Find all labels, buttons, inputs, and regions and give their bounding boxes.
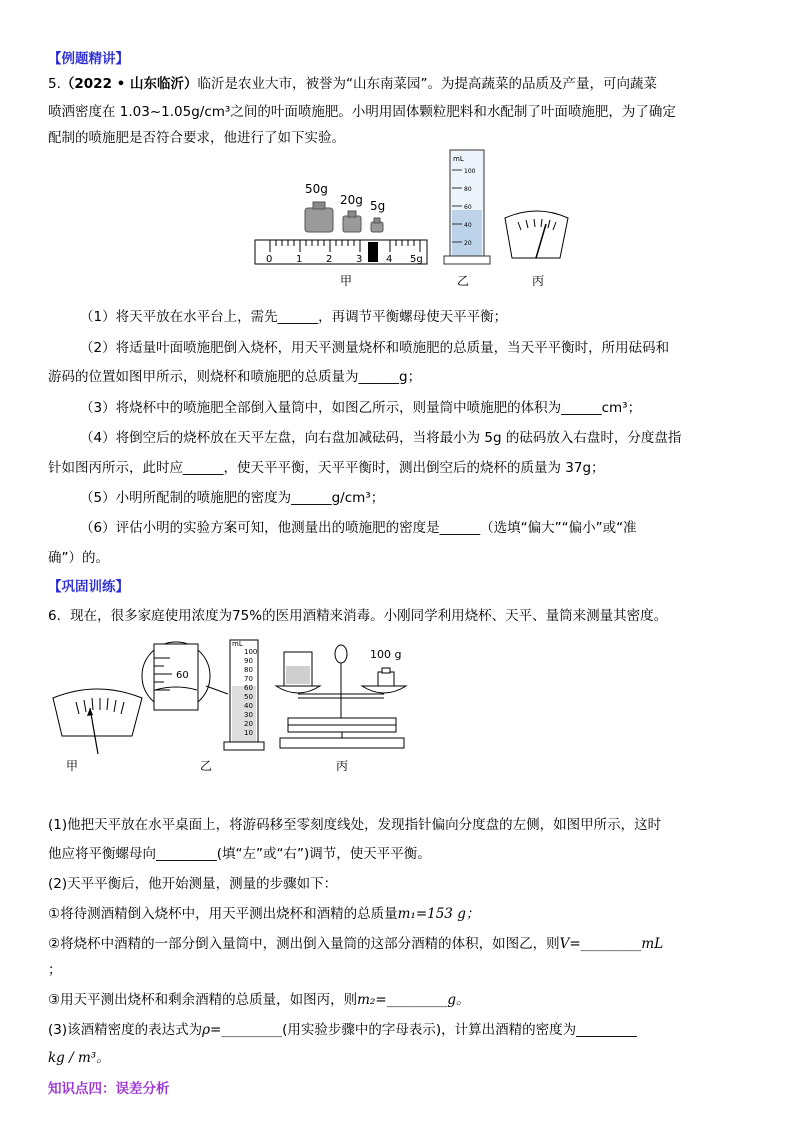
problem5-q2a: （2）将适量叶面喷施肥倒入烧杯，用天平测量烧杯和喷施肥的总质量，当天平平衡时，所用砝码和 — [80, 340, 670, 356]
problem5-line1 — [48, 74, 657, 94]
problem5-q6b: 确”）的。 — [48, 550, 109, 566]
step3-text: ③用天平测出烧杯和剩余酒精的总质量，如图丙，则 — [48, 992, 358, 1008]
problem5-source: （2022 • 山东临沂） — [60, 76, 198, 92]
problem5-q4b: 针如图丙所示，此时应______，使天平平衡，天平平衡时，测出倒空后的烧杯的质量为 37g； — [48, 460, 605, 476]
svg-text:50: 50 — [244, 693, 253, 701]
svg-text:mL: mL — [232, 640, 243, 648]
step1-text: ①将待测酒精倒入烧杯中，用天平测出烧杯和酒精的总质量 — [48, 906, 398, 922]
p3-text-b: (用实验步骤中的字母表示)，计算出酒精的密度为_________ — [282, 1022, 637, 1038]
step1-math: m₁=153 g； — [397, 906, 480, 922]
svg-text:4: 4 — [386, 254, 393, 265]
svg-text:100: 100 — [244, 648, 258, 656]
problem5-line2: 喷洒密度在 1.03~1.05g/cm³之间的叶面喷施肥。小明用固体颗粒肥料和水配制了叶面喷施肥，为了确定 — [48, 104, 676, 120]
svg-text:2: 2 — [326, 254, 333, 265]
svg-text:40: 40 — [244, 702, 253, 710]
weight-50g — [305, 182, 333, 232]
figure-caption-bing: 丙 — [532, 274, 545, 288]
p6-balance-dial — [53, 689, 142, 754]
svg-text:mL: mL — [453, 155, 464, 163]
beam-scale — [255, 240, 427, 265]
weight-20g-label: 20g — [340, 193, 363, 207]
problem5-line1-text: 临沂是农业大市，被誉为“山东南菜园”。为提高蔬菜的品质及产量，可向蔬菜 — [197, 76, 657, 92]
svg-text:20: 20 — [464, 240, 472, 247]
problem5-q4a: （4）将倒空后的烧杯放在天平左盘，向右盘加减砝码，当将最小为 5g 的砝码放入右盘时，分度盘指 — [80, 430, 682, 446]
p6-caption-yi: 乙 — [200, 759, 213, 773]
p6-balance — [276, 645, 406, 748]
graduated-cylinder — [444, 150, 490, 264]
svg-text:70: 70 — [244, 675, 253, 683]
problem6-intro: 6．现在，很多家庭使用浓度为75%的医用酒精来消毒。小刚同学利用烧杯、天平、量筒来测量其密度。 — [48, 608, 668, 624]
svg-text:3: 3 — [356, 254, 363, 265]
problem6-p2: (2)天平平衡后，他开始测量，测量的步骤如下： — [48, 876, 338, 892]
practice-heading: 【巩固训练】 — [48, 579, 129, 595]
problem6-p3 — [48, 1020, 637, 1040]
problem6-p3-unit: kg / m³。 — [48, 1050, 110, 1066]
problem5-q3: （3）将烧杯中的喷施肥全部倒入量筒中，如图乙所示，则量筒中喷施肥的体积为______cm³； — [80, 400, 642, 416]
svg-text:80: 80 — [244, 666, 253, 674]
svg-text:40: 40 — [464, 222, 472, 229]
weight-5g — [370, 199, 385, 232]
problem6-step1 — [48, 904, 479, 924]
figure-caption-jia: 甲 — [340, 274, 353, 288]
problem5-q6a: （6）评估小明的实验方案可知，他测量出的喷施肥的密度是______（选填“偏大”“偏小”或“准 — [80, 520, 637, 536]
svg-text:80: 80 — [464, 186, 472, 193]
problem5-q5: （5）小明所配制的喷施肥的密度为______g/cm³； — [80, 490, 385, 506]
balance-dial — [505, 211, 568, 258]
problem5-line3: 配制的喷施肥是否符合要求，他进行了如下实验。 — [48, 130, 345, 146]
example-heading: 【例题精讲】 — [48, 51, 129, 67]
weight-5g-label: 5g — [370, 199, 386, 213]
svg-text:100 g: 100 g — [370, 648, 402, 661]
problem5-q1: （1）将天平放在水平台上，需先______，再调节平衡螺母使天平平衡； — [80, 309, 508, 325]
p6-caption-bing: 丙 — [336, 759, 349, 773]
problem5-number: 5. — [48, 76, 61, 92]
p6-caption-jia: 甲 — [66, 759, 79, 773]
svg-text:60: 60 — [176, 670, 189, 681]
p6-cylinder-zoom — [142, 642, 228, 710]
problem5-q2b: 游码的位置如图甲所示，则烧杯和喷施肥的总质量为______g； — [48, 369, 422, 385]
svg-text:30: 30 — [244, 711, 253, 719]
svg-text:60: 60 — [464, 204, 472, 211]
problem6-step2 — [48, 934, 663, 954]
svg-text:1: 1 — [296, 254, 303, 265]
weight-50g-label: 50g — [305, 182, 328, 196]
p6-weight — [378, 672, 394, 686]
p3-math: ρ=_________ — [202, 1022, 283, 1038]
svg-text:60: 60 — [244, 684, 253, 692]
problem5-figure — [250, 148, 590, 288]
svg-text:0: 0 — [266, 254, 273, 265]
knowledge-point-heading: 知识点四：误差分析 — [48, 1081, 170, 1097]
weight-20g — [340, 193, 363, 232]
svg-text:100: 100 — [464, 168, 476, 175]
p3-text-a: (3)该酒精密度的表达式为 — [48, 1022, 203, 1038]
problem6-p1a: (1)他把天平放在水平桌面上，将游码移至零刻度线处，发现指针偏向分度盘的左侧，如图甲所示，这时 — [48, 817, 662, 833]
problem6-figure — [48, 634, 428, 776]
problem6-p1b: 他应将平衡螺母向_________(填“左”或“右”)调节，使天平平衡。 — [48, 846, 431, 862]
figure-caption-yi: 乙 — [457, 274, 470, 288]
svg-text:10: 10 — [244, 729, 253, 737]
svg-text:90: 90 — [244, 657, 253, 665]
svg-text:5g: 5g — [410, 254, 423, 265]
problem6-step3 — [48, 990, 470, 1010]
svg-text:20: 20 — [244, 720, 253, 728]
step3-math: m₂=_________g。 — [357, 992, 470, 1008]
rider-weight — [368, 242, 378, 262]
step2-math: V=_________mL — [559, 936, 664, 952]
step2-text: ②将烧杯中酒精的一部分倒入量筒中，测出倒入量筒的这部分酒精的体积，如图乙，则 — [48, 936, 560, 952]
p6-graduated-cylinder — [224, 640, 264, 750]
problem6-step2-cont: ； — [48, 962, 62, 978]
